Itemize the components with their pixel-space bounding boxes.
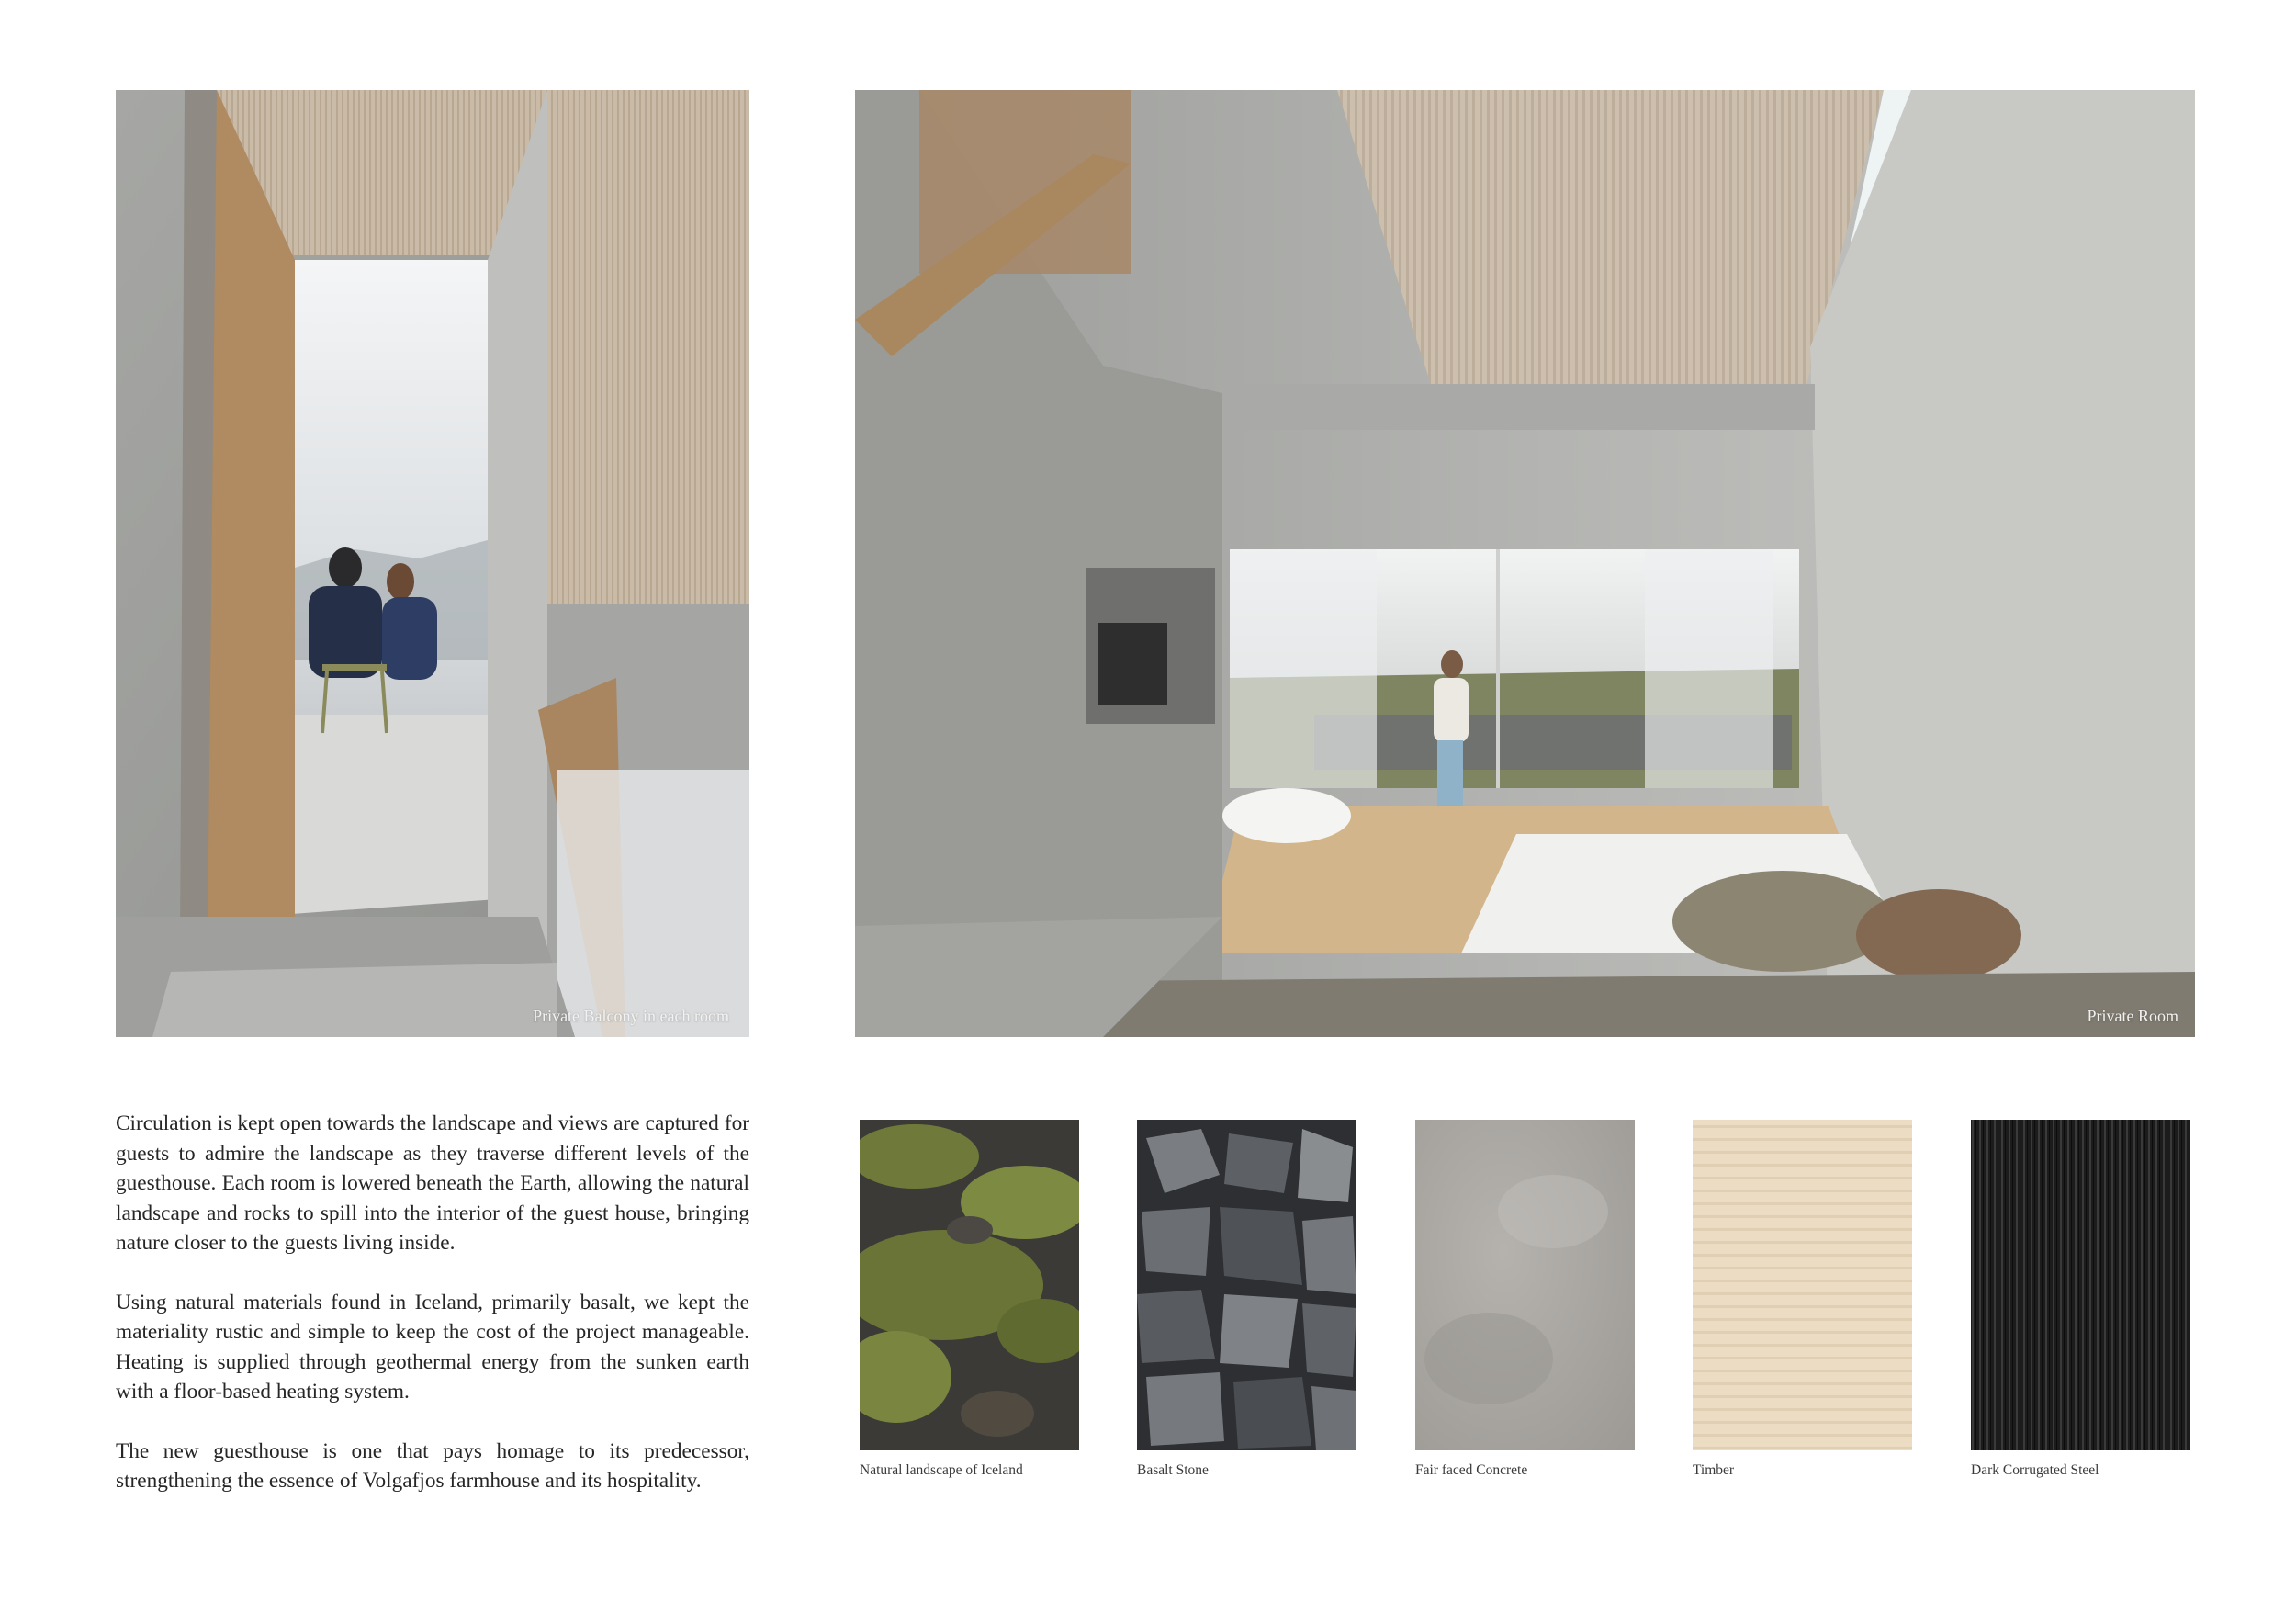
balcony-illustration bbox=[116, 90, 749, 1037]
swatch-landscape bbox=[860, 1120, 1079, 1450]
room-caption: Private Room bbox=[2087, 1007, 2178, 1025]
swatch-concrete bbox=[1415, 1120, 1635, 1450]
label-landscape: Natural landscape of Iceland bbox=[860, 1462, 1023, 1478]
label-basalt: Basalt Stone bbox=[1137, 1462, 1209, 1478]
paragraph-circulation: Circulation is kept open towards the landscape and views are captured for guests to admire the landscape as they traverse different levels of the guesthouse. Each room is lowered beneath the Earth, allowing the natural landscape and rocks to spill into the interior of the guest house, bringing nature closer to the guests living inside. bbox=[116, 1111, 749, 1255]
paragraph-homage: The new guesthouse is one that pays homage to its predecessor, strengthening the essence of Volgafjos farmhouse and its hospitality. bbox=[116, 1438, 749, 1493]
room-illustration bbox=[855, 90, 2195, 1037]
swatch-steel bbox=[1971, 1120, 2190, 1450]
swatch-timber bbox=[1693, 1120, 1912, 1450]
swatch-basalt bbox=[1137, 1120, 1356, 1450]
paragraph-materials: Using natural materials found in Iceland, primarily basalt, we kept the materiality rustic and simple to keep the cost of the project manageable. Heating is supplied through geothermal energy from the sunken earth with a floor-based heating system. bbox=[116, 1290, 749, 1404]
label-steel: Dark Corrugated Steel bbox=[1971, 1462, 2099, 1478]
description-text bbox=[116, 1109, 749, 1526]
label-concrete: Fair faced Concrete bbox=[1415, 1462, 1528, 1478]
balcony-caption: Private Balcony in each room bbox=[533, 1007, 729, 1025]
label-timber: Timber bbox=[1693, 1462, 1735, 1478]
room-render bbox=[855, 90, 2195, 1037]
balcony-render bbox=[116, 90, 749, 1037]
